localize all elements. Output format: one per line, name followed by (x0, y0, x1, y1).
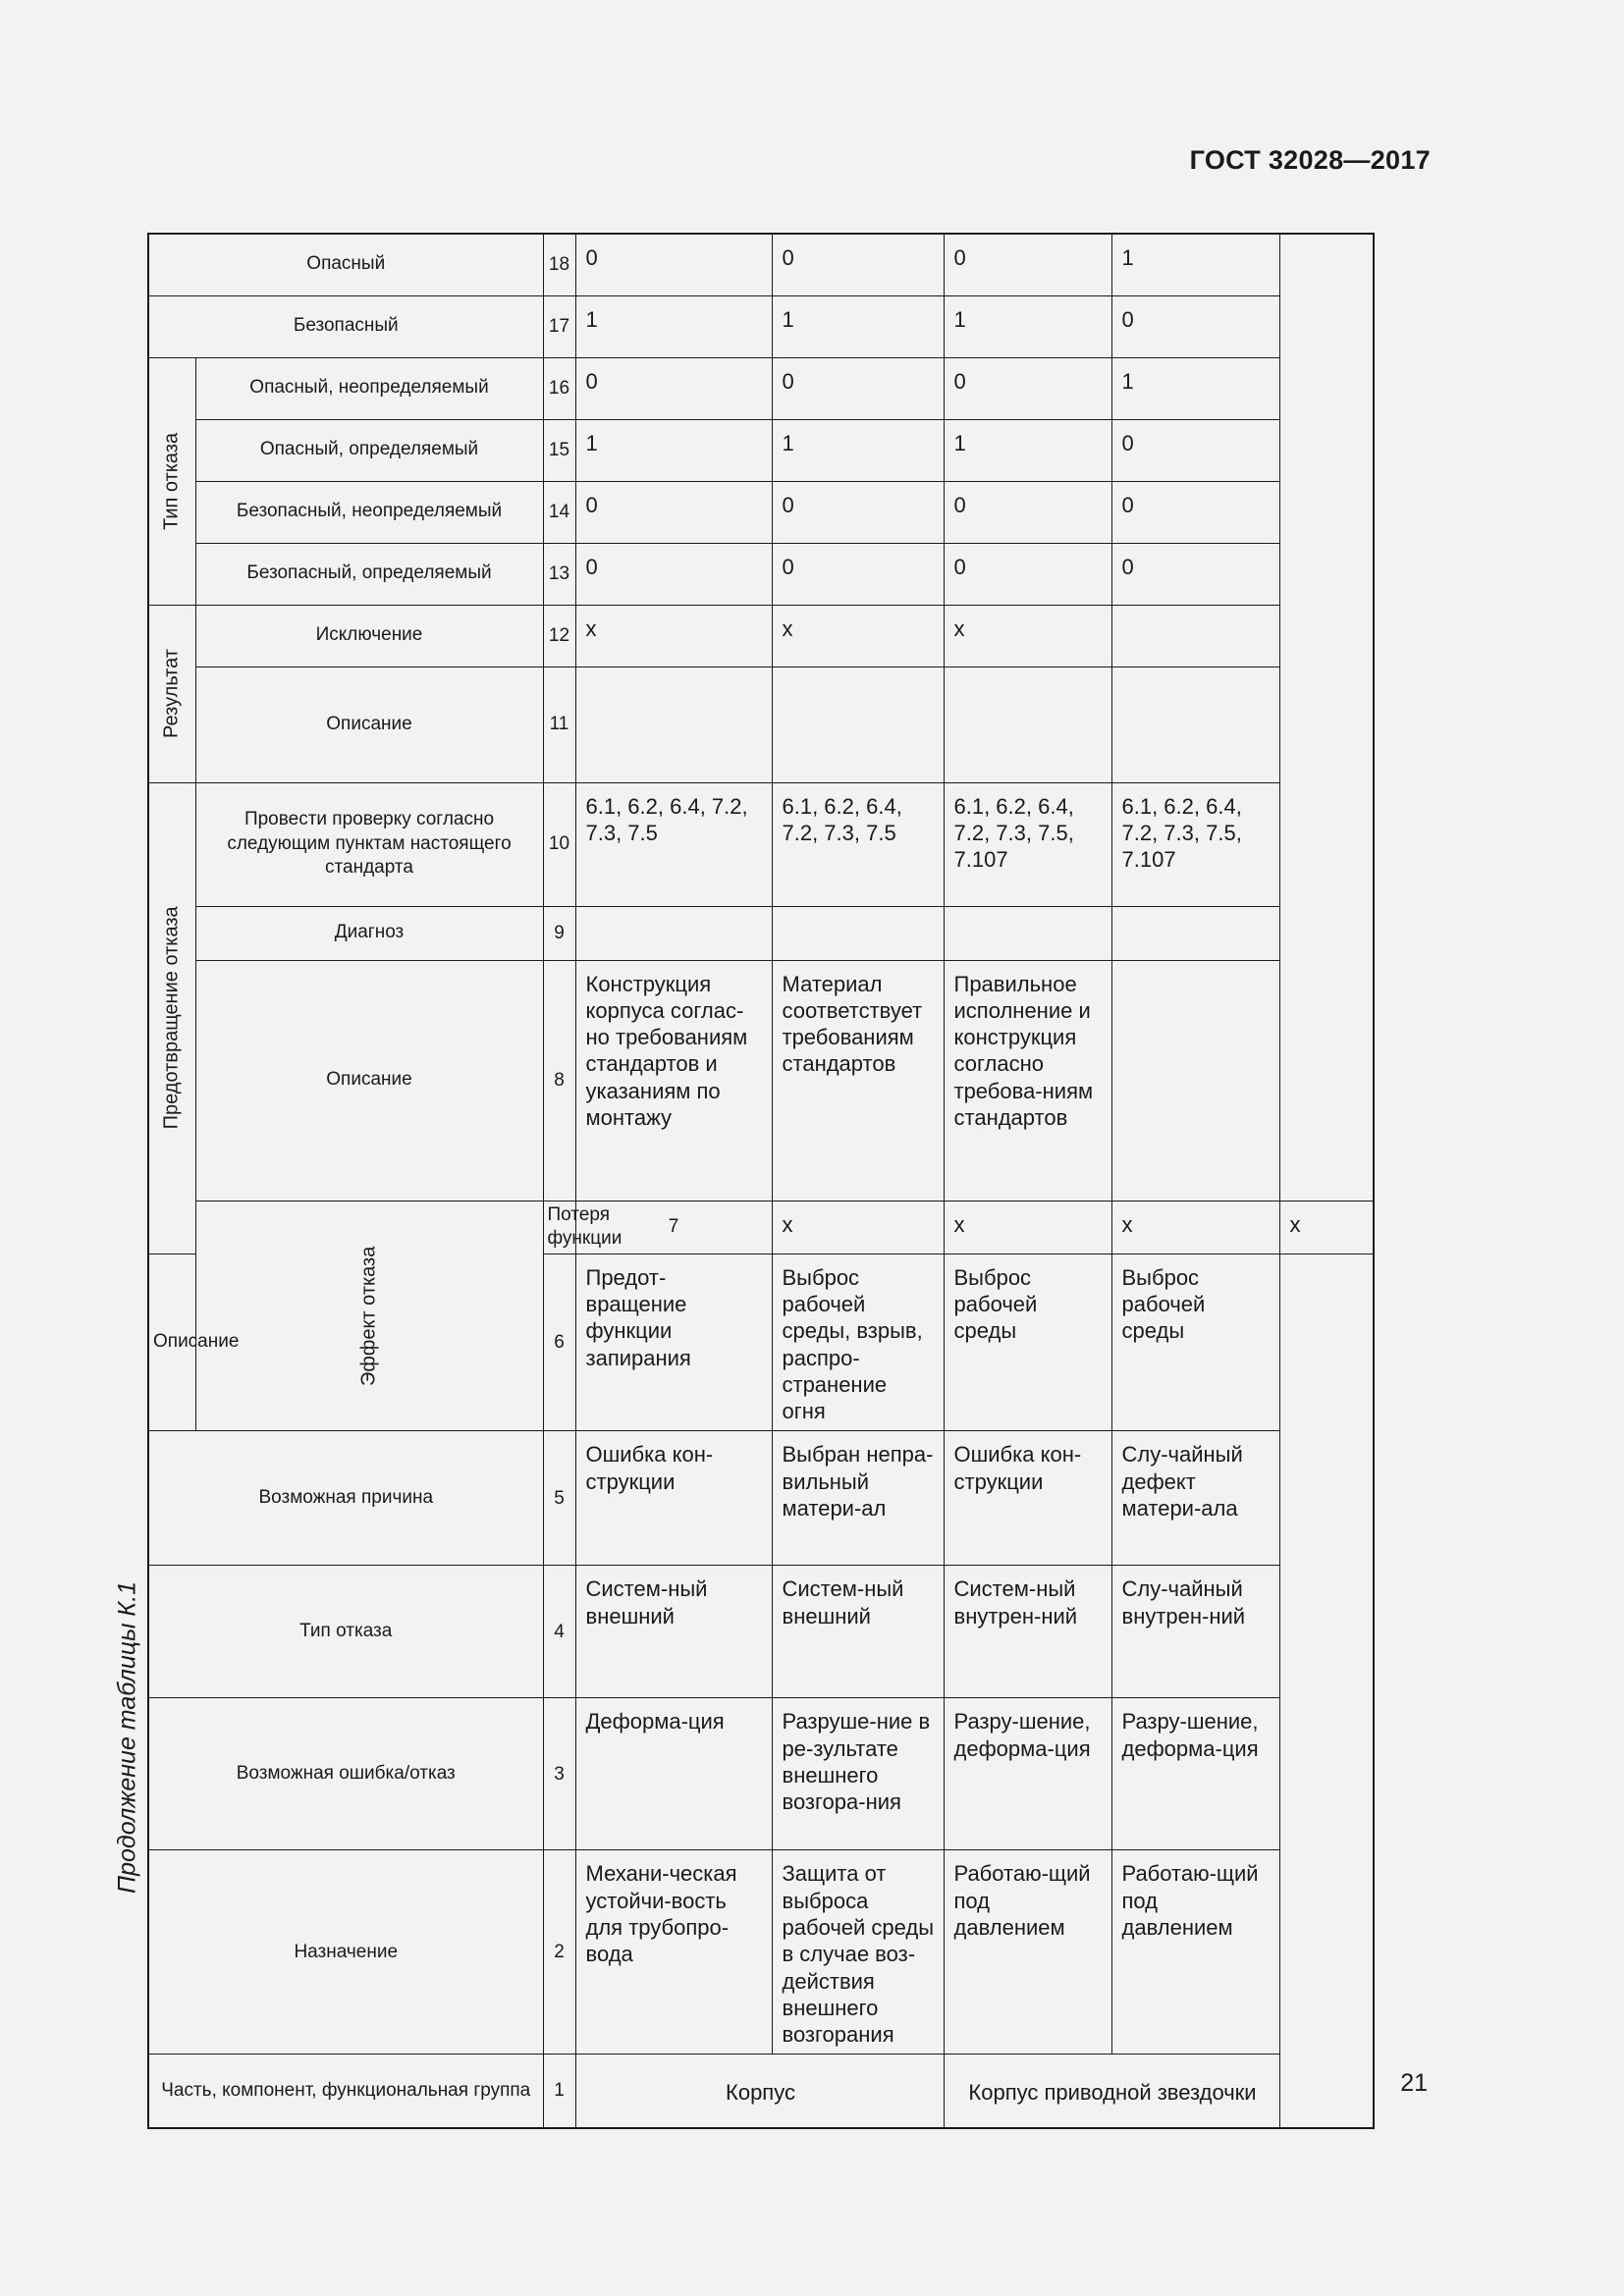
cell-r1-c2: Механи-ческая устойчи-вость для трубопро-вода (575, 1850, 772, 2055)
table-line-16 (148, 357, 1374, 419)
header-col-4: Тип отказа (148, 1566, 543, 1698)
header-col-1: Часть, компонент, функциональная группа (148, 2055, 543, 2128)
table-line-14 (148, 481, 1374, 543)
cell-r3-c2: Работаю-щий под давлением (944, 1850, 1111, 2055)
col-number-15: 15 (543, 419, 575, 481)
group-header-failure-prevention: Предотвращение отказа (148, 782, 195, 1254)
cell-r1-c5: Ошибка кон-струкции (575, 1431, 772, 1566)
cell-r4-c15: 0 (1111, 419, 1279, 481)
cell-r4-c3: Разру-шение, деформа-ция (1111, 1698, 1279, 1850)
header-col-18: Опасный (148, 234, 543, 295)
cell-r2-c11 (772, 667, 944, 782)
cell-r2-c17: 1 (772, 295, 944, 357)
col-number-17: 17 (543, 295, 575, 357)
cell-r2-c10: 6.1, 6.2, 6.4, 7.2, 7.3, 7.5 (772, 782, 944, 906)
col-number-3: 3 (543, 1698, 575, 1850)
col-number-13: 13 (543, 543, 575, 605)
table-line-10 (148, 782, 1374, 906)
cell-r4-c4: Слу-чайный внутрен-ний (1111, 1566, 1279, 1698)
col-number-8: 8 (543, 960, 575, 1201)
cell-r3-c6: Выброс рабочей среды (944, 1254, 1111, 1431)
cell-r4-c16: 1 (1111, 357, 1279, 419)
cell-r3-c3: Разру-шение, деформа-ция (944, 1698, 1111, 1850)
cell-r1-c15: 1 (575, 419, 772, 481)
table-caption: Продолжение таблицы К.1 (113, 1581, 141, 1894)
table-line-12 (148, 605, 1374, 667)
table-line-1 (148, 2055, 1374, 2128)
header-col-5: Возможная причина (148, 1431, 543, 1566)
group-header-result: Результат (148, 605, 195, 782)
cell-r4-c7: x (1279, 1201, 1374, 1254)
header-col-8: Описание (195, 960, 543, 1201)
header-col-17: Безопасный (148, 295, 543, 357)
cell-r2-c18: 0 (772, 234, 944, 295)
header-col-16: Опасный, неопределяемый (195, 357, 543, 419)
cell-r3-c17: 1 (944, 295, 1111, 357)
cell-r1-c14: 0 (575, 481, 772, 543)
cell-r1-c10: 6.1, 6.2, 6.4, 7.2, 7.3, 7.5 (575, 782, 772, 906)
failure-analysis-table (147, 233, 1375, 2129)
cell-r2-c5: Выбран непра-вильный матери-ал (772, 1431, 944, 1566)
table-line-3 (148, 1698, 1374, 1850)
cell-r1-c18: 0 (575, 234, 772, 295)
cell-r2-c3: Разруше-ние в ре-зультате внешнего возгора-ния (772, 1698, 944, 1850)
cell-r3-c15: 1 (944, 419, 1111, 481)
table-line-8 (148, 960, 1374, 1201)
group-header-failure-type: Тип отказа (148, 357, 195, 605)
col-number-14: 14 (543, 481, 575, 543)
cell-r4-c13: 0 (1111, 543, 1279, 605)
cell-r3-c12: x (944, 605, 1111, 667)
header-col-10: Провести проверку согласно следующим пунктам настоящего стандарта (195, 782, 543, 906)
cell-r2-c13: 0 (772, 543, 944, 605)
page-number: 21 (1400, 2069, 1428, 2097)
cell-r4-c18: 1 (1111, 234, 1279, 295)
table-line-7 (148, 1201, 1374, 1254)
table-line-17 (148, 295, 1374, 357)
col-number-12: 12 (543, 605, 575, 667)
cell-r4-c8 (1111, 960, 1279, 1201)
table-line-5 (148, 1431, 1374, 1566)
header-col-13: Безопасный, определяемый (195, 543, 543, 605)
header-col-11: Описание (195, 667, 543, 782)
table-line-13 (148, 543, 1374, 605)
cell-r3-c13: 0 (944, 543, 1111, 605)
table-line-9 (148, 906, 1374, 960)
table-line-11 (148, 667, 1374, 782)
cell-r2-c9 (772, 906, 944, 960)
group-header-failure-effect: Эффект отказа (195, 1201, 543, 1431)
cell-r1-c11 (575, 667, 772, 782)
cell-r4-c6: Выброс рабочей среды (1111, 1254, 1279, 1431)
header-col-2: Назначение (148, 1850, 543, 2055)
cell-r1-c13: 0 (575, 543, 772, 605)
header-col-9: Диагноз (195, 906, 543, 960)
table-line-15 (148, 419, 1374, 481)
col-number-1: 1 (543, 2055, 575, 2128)
col-number-16: 16 (543, 357, 575, 419)
cell-r1-c6: Предот-вращение функции запирания (575, 1254, 772, 1431)
cell-r2-c6: Выброс рабочей среды, взрыв, распро-странение огня (772, 1254, 944, 1431)
col-number-10: 10 (543, 782, 575, 906)
group-part-1: Корпус (575, 2055, 944, 2128)
cell-r4-c9 (1111, 906, 1279, 960)
col-number-7: 7 (575, 1201, 772, 1254)
cell-r3-c11 (944, 667, 1111, 782)
cell-r4-c2: Работаю-щий под давлением (1111, 1850, 1279, 2055)
cell-r3-c10: 6.1, 6.2, 6.4, 7.2, 7.3, 7.5, 7.107 (944, 782, 1111, 906)
header-col-14: Безопасный, неопределяемый (195, 481, 543, 543)
cell-r3-c9 (944, 906, 1111, 960)
header-col-7: Потеря функции (543, 1201, 575, 1254)
table-frame (147, 233, 1375, 2106)
cell-r2-c16: 0 (772, 357, 944, 419)
table-line-18 (148, 234, 1374, 295)
header-col-3: Возможная ошибка/отказ (148, 1698, 543, 1850)
cell-r2-c2: Защита от выброса рабочей среды в случае воз-действия внешнего возгорания (772, 1850, 944, 2055)
cell-r2-c8: Материал соответствует требованиям стандартов (772, 960, 944, 1201)
group-part-2: Корпус приводной звездочки (944, 2055, 1279, 2128)
cell-r4-c12 (1111, 605, 1279, 667)
cell-r2-c12: x (772, 605, 944, 667)
col-number-18: 18 (543, 234, 575, 295)
cell-r2-c4: Систем-ный внешний (772, 1566, 944, 1698)
cell-r4-c14: 0 (1111, 481, 1279, 543)
col-number-5: 5 (543, 1431, 575, 1566)
cell-r4-c5: Слу-чайный дефект матери-ала (1111, 1431, 1279, 1566)
cell-r3-c4: Систем-ный внутрен-ний (944, 1566, 1111, 1698)
cell-r3-c7: x (1111, 1201, 1279, 1254)
cell-r1-c7: x (772, 1201, 944, 1254)
cell-r1-c16: 0 (575, 357, 772, 419)
table-line-2 (148, 1850, 1374, 2055)
col-number-11: 11 (543, 667, 575, 782)
cell-r1-c12: x (575, 605, 772, 667)
cell-r3-c14: 0 (944, 481, 1111, 543)
cell-r1-c17: 1 (575, 295, 772, 357)
col-number-2: 2 (543, 1850, 575, 2055)
cell-r2-c15: 1 (772, 419, 944, 481)
header-col-12: Исключение (195, 605, 543, 667)
col-number-6: 6 (543, 1254, 575, 1431)
col-number-9: 9 (543, 906, 575, 960)
table-line-4 (148, 1566, 1374, 1698)
cell-r3-c5: Ошибка кон-струкции (944, 1431, 1111, 1566)
cell-r3-c16: 0 (944, 357, 1111, 419)
header-col-15: Опасный, определяемый (195, 419, 543, 481)
cell-r4-c11 (1111, 667, 1279, 782)
cell-r3-c18: 0 (944, 234, 1111, 295)
cell-r3-c8: Правильное исполнение и конструкция согласно требова-ниям стандартов (944, 960, 1111, 1201)
cell-r4-c17: 0 (1111, 295, 1279, 357)
cell-r1-c8: Конструкция корпуса соглас-но требованиям стандартов и указаниям по монтажу (575, 960, 772, 1201)
cell-r4-c10: 6.1, 6.2, 6.4, 7.2, 7.3, 7.5, 7.107 (1111, 782, 1279, 906)
cell-r1-c3: Деформа-ция (575, 1698, 772, 1850)
cell-r1-c4: Систем-ный внешний (575, 1566, 772, 1698)
col-number-4: 4 (543, 1566, 575, 1698)
header-col-6: Описание (148, 1254, 195, 1431)
cell-r1-c9 (575, 906, 772, 960)
cell-r2-c14: 0 (772, 481, 944, 543)
cell-r2-c7: x (944, 1201, 1111, 1254)
document-code: ГОСТ 32028—2017 (1189, 145, 1431, 175)
